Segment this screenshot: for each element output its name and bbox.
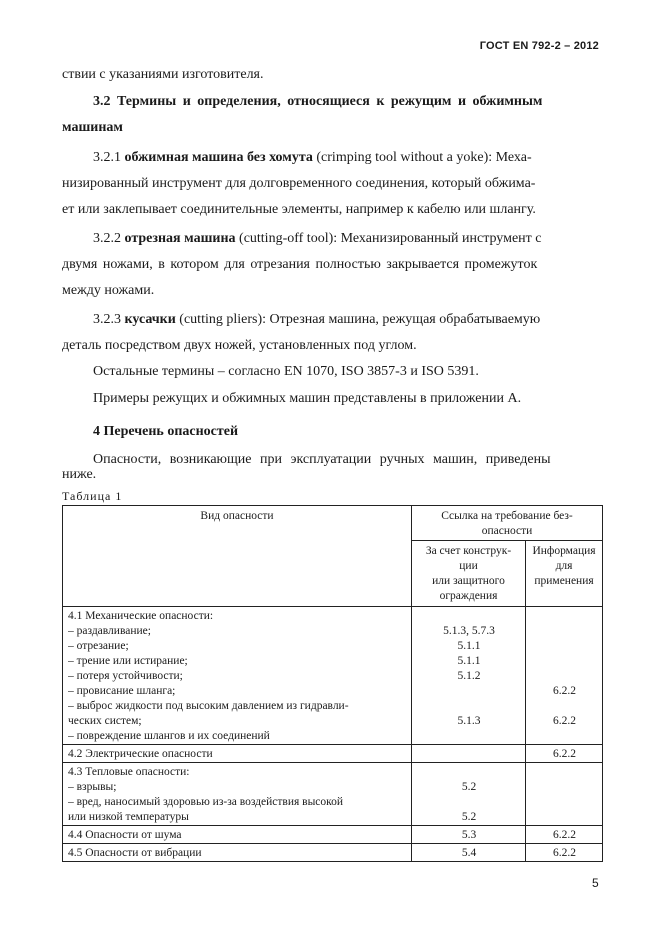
term-3-2-3 [62,307,598,359]
hazards-table-body [63,607,603,862]
cell-line: 4.5 Опасности от вибрации [68,847,202,859]
cell-line: – взрывы; [68,781,117,793]
usage-info-ref-cell [526,607,603,745]
header-by-construction-line: ции [459,560,478,572]
hazard-cell [63,745,412,763]
hazard-cell [63,844,412,862]
header-by-construction-line: За счет конструк- [425,545,512,557]
section-4-heading [62,419,598,445]
section-3-2-heading-line1: 3.2 Термины и определения, относящиеся к режущим и обжимным [93,94,543,109]
construction-ref-cell [412,826,526,844]
cell-line: 4.3 Тепловые опасности: [68,766,190,778]
cell-line: 5.1.3, 5.7.3 [443,625,495,637]
examples-reference: Примеры режущих и обжимных машин представлены в приложении А. [93,391,522,406]
term-3-2-1 [62,145,598,223]
hazard-cell [63,607,412,745]
header-usage-info-line: для [555,560,573,572]
cell-line: 4.2 Электрические опасности [68,748,213,760]
cell-line: 4.4 Опасности от шума [68,829,182,841]
construction-ref-cell [412,745,526,763]
hazards-table [62,505,603,862]
hazards-intro-line1: Опасности, возникающие при эксплуатации ручных машин, приведены [93,452,551,467]
term-3-2-3-term: кусачки [124,312,176,327]
term-3-2-3-line2: деталь посредством двух ножей, установленных под углом. [62,338,417,353]
cell-line: – отрезание; [68,640,129,652]
cell-line: 6.2.2 [553,748,576,760]
term-3-2-2-line2: двумя ножами, в котором для отрезания полностью закрывается промежуток [62,257,538,272]
cell-line: 6.2.2 [553,685,576,697]
section-3-2-heading-line2: машинам [62,120,123,135]
cell-line: – выброс жидкости под высоким давлением из гидравли- [68,700,349,712]
header-safety-reference-line1: Ссылка на требование без- [441,510,573,522]
cell-line: 6.2.2 [553,847,576,859]
cell-line [417,699,521,714]
cell-line [531,699,598,714]
cell-line [531,639,598,654]
table-row [63,763,603,826]
cell-line: – трение или истирание; [68,655,188,667]
header-by-construction [412,541,526,607]
cell-line [531,729,598,744]
cell-line: – раздавливание; [68,625,151,637]
usage-info-ref-cell [526,763,603,826]
hazard-cell [63,763,412,826]
cell-line: 5.2 [461,811,477,823]
header-usage-info-line: применения [534,575,594,587]
term-3-2-2 [62,226,598,304]
table-row [63,607,603,745]
cell-line: 5.1.3 [457,715,481,727]
term-3-2-1-term: обжимная машина без хомута [124,150,313,165]
term-3-2-2-term: отрезная машина [124,231,236,246]
header-by-construction-line: ограждения [439,590,498,602]
usage-info-ref-cell [526,826,603,844]
term-3-2-2-number: 3.2.2 [93,231,121,246]
cell-line [417,747,521,762]
cell-line: – провисание шланга; [68,685,176,697]
cell-line: 5.1.1 [457,640,481,652]
header-usage-info-line: Информация [532,545,596,557]
term-3-2-3-number: 3.2.3 [93,312,121,327]
cell-line [417,765,521,780]
header-safety-reference-line2: опасности [481,525,533,537]
construction-ref-cell [412,844,526,862]
cell-line: 5.1.2 [457,670,481,682]
cell-line [417,684,521,699]
cell-line [531,609,598,624]
cell-line: 6.2.2 [553,829,576,841]
term-3-2-1-english: (crimping tool without a yoke): Меха- [316,150,532,165]
header-hazard-type: Вид опасности [63,506,412,607]
cell-line [417,609,521,624]
table-row [63,844,603,862]
cell-line: – потеря устойчивости; [68,670,183,682]
term-3-2-1-line3: ет или заклепывает соединительные элементы, например к кабелю или шлангу. [62,202,536,217]
term-3-2-3-english: (cutting pliers): Отрезная машина, режущая обрабатываемую [179,312,541,327]
header-by-construction-line: или защитного [432,575,505,587]
header-safety-reference [412,506,603,541]
cell-line: – повреждение шлангов и их соединений [68,730,270,742]
table-caption: Таблица 1 [62,489,123,503]
hazard-cell [63,826,412,844]
cell-line: 5.4 [461,847,477,859]
term-3-2-2-line3: между ножами. [62,283,155,298]
other-terms: Остальные термины – согласно EN 1070, ISO 3857-3 и ISO 5391. [93,364,479,379]
section-3-2-heading [62,89,598,141]
hazards-intro [62,452,598,482]
section-4-heading-text: 4 Перечень опасностей [93,424,239,439]
document-code-header: ГОСТ EN 792-2 – 2012 [479,40,599,52]
cell-line: 4.1 Механические опасности: [68,610,214,622]
cell-line [531,624,598,639]
usage-info-ref-cell [526,844,603,862]
cell-line [417,729,521,744]
page-number: 5 [592,876,599,890]
cell-line: – вред, наносимый здоровью из-за воздействия высокой [68,796,344,808]
hazards-intro-line2: ниже. [62,467,97,482]
intro-fragment: ствии с указаниями изготовителя. [62,67,264,82]
table-row [63,745,603,763]
cell-line [531,810,598,825]
cell-line [531,780,598,795]
cell-line: 6.2.2 [553,715,576,727]
cell-line: ческих систем; [68,715,142,727]
cell-line: 5.2 [461,781,477,793]
usage-info-ref-cell [526,745,603,763]
term-3-2-2-english: (cutting-off tool): Механизированный инструмент с [239,231,542,246]
term-3-2-1-number: 3.2.1 [93,150,121,165]
header-usage-info [526,541,603,607]
cell-line [531,795,598,810]
cell-line: 5.3 [461,829,477,841]
cell-line [531,654,598,669]
construction-ref-cell [412,763,526,826]
cell-line: или низкой температуры [68,811,189,823]
cell-line [531,765,598,780]
construction-ref-cell [412,607,526,745]
term-3-2-1-line2: низированный инструмент для долговременного соединения, который обжима- [62,176,536,191]
cell-line [417,795,521,810]
cell-line [531,669,598,684]
cell-line: 5.1.1 [457,655,481,667]
table-row [63,826,603,844]
